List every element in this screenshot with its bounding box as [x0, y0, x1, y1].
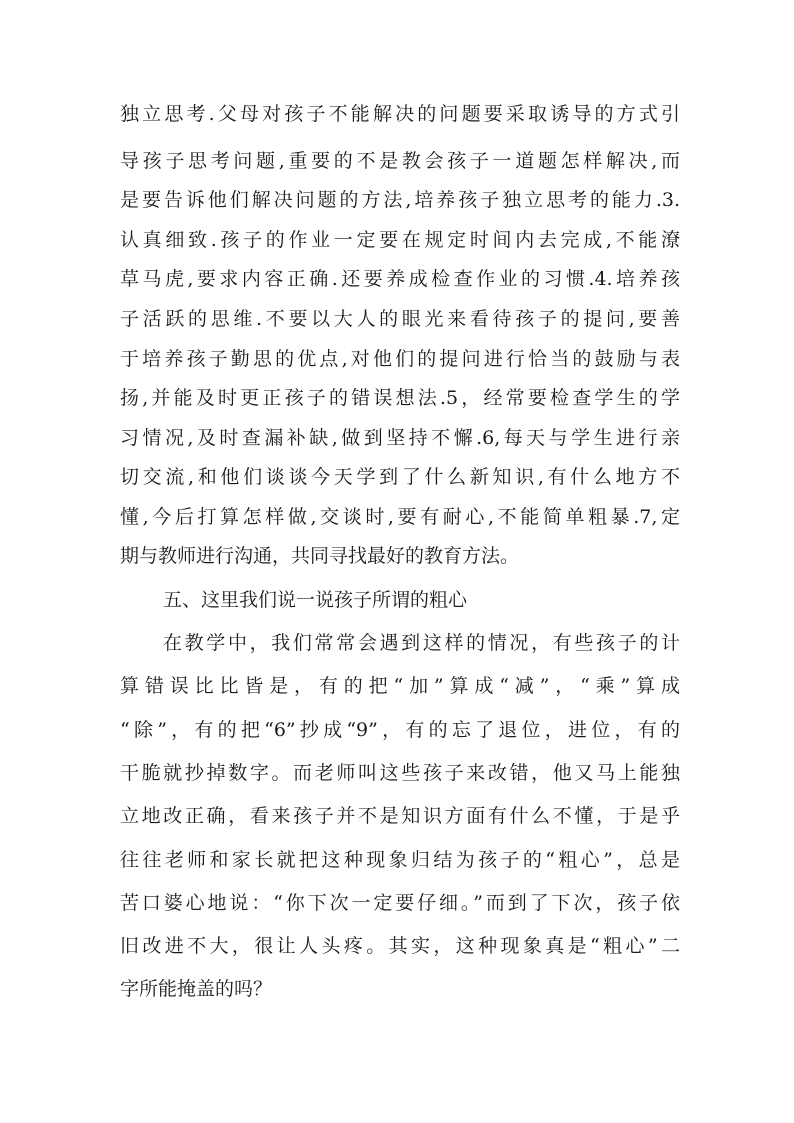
text-line: 草马虎,要求内容正确.还要养成检查作业的习惯.4.培养孩	[120, 268, 680, 290]
text-line: 往往老师和家长就把这种现象归结为孩子的“粗心”，总是	[120, 849, 680, 871]
text-line: 扬,并能及时更正孩子的错误想法.5，经常要检查学生的学	[120, 387, 680, 409]
text-line: 旧改进不大，很让人头疼。其实，这种现象真是“粗心”二	[120, 935, 680, 957]
text-line: 干脆就抄掉数字。而老师叫这些孩子来改错，他又马上能独	[120, 762, 680, 784]
text-line: 是要告诉他们解决问题的方法,培养孩子独立思考的能力.3.	[120, 189, 680, 211]
text-line: 懂,今后打算怎样做,交谈时,要有耐心,不能简单粗暴.7,定	[120, 506, 680, 528]
text-line: 独立思考.父母对孩子不能解决的问题要采取诱导的方式引	[120, 103, 680, 125]
text-line: 期与教师进行沟通，共同寻找最好的教育方法。	[120, 545, 520, 567]
text-line: 子活跃的思维.不要以大人的眼光来看待孩子的提问,要善	[120, 308, 680, 330]
section-heading: 五、这里我们说一说孩子所谓的粗心	[163, 589, 468, 611]
text-line: “除”，有的把“6”抄成“9”，有的忘了退位，进位，有的	[120, 719, 680, 741]
text-line: 切交流,和他们谈谈今天学到了什么新知识,有什么地方不	[120, 466, 680, 488]
text-line: 苦口婆心地说：“你下次一定要仔细。”而到了下次，孩子依	[120, 892, 680, 914]
text-line: 认真细致.孩子的作业一定要在规定时间内去完成,不能潦	[120, 229, 680, 251]
text-line: 立地改正确，看来孩子并不是知识方面有什么不懂，于是乎	[120, 805, 680, 827]
text-line: 于培养孩子勤思的优点,对他们的提问进行恰当的鼓励与表	[120, 348, 680, 370]
text-line: 算错误比比皆是，有的把“加”算成“减”，“乘”算成	[120, 675, 680, 697]
paragraph-first-line: 在教学中，我们常常会遇到这样的情况，有些孩子的计	[163, 632, 680, 654]
text-line: 习情况,及时查漏补缺,做到坚持不懈.6,每天与学生进行亲	[120, 427, 680, 449]
text-line: 字所能掩盖的吗？	[120, 978, 273, 1000]
text-line: 导孩子思考问题,重要的不是教会孩子一道题怎样解决,而	[120, 150, 680, 172]
